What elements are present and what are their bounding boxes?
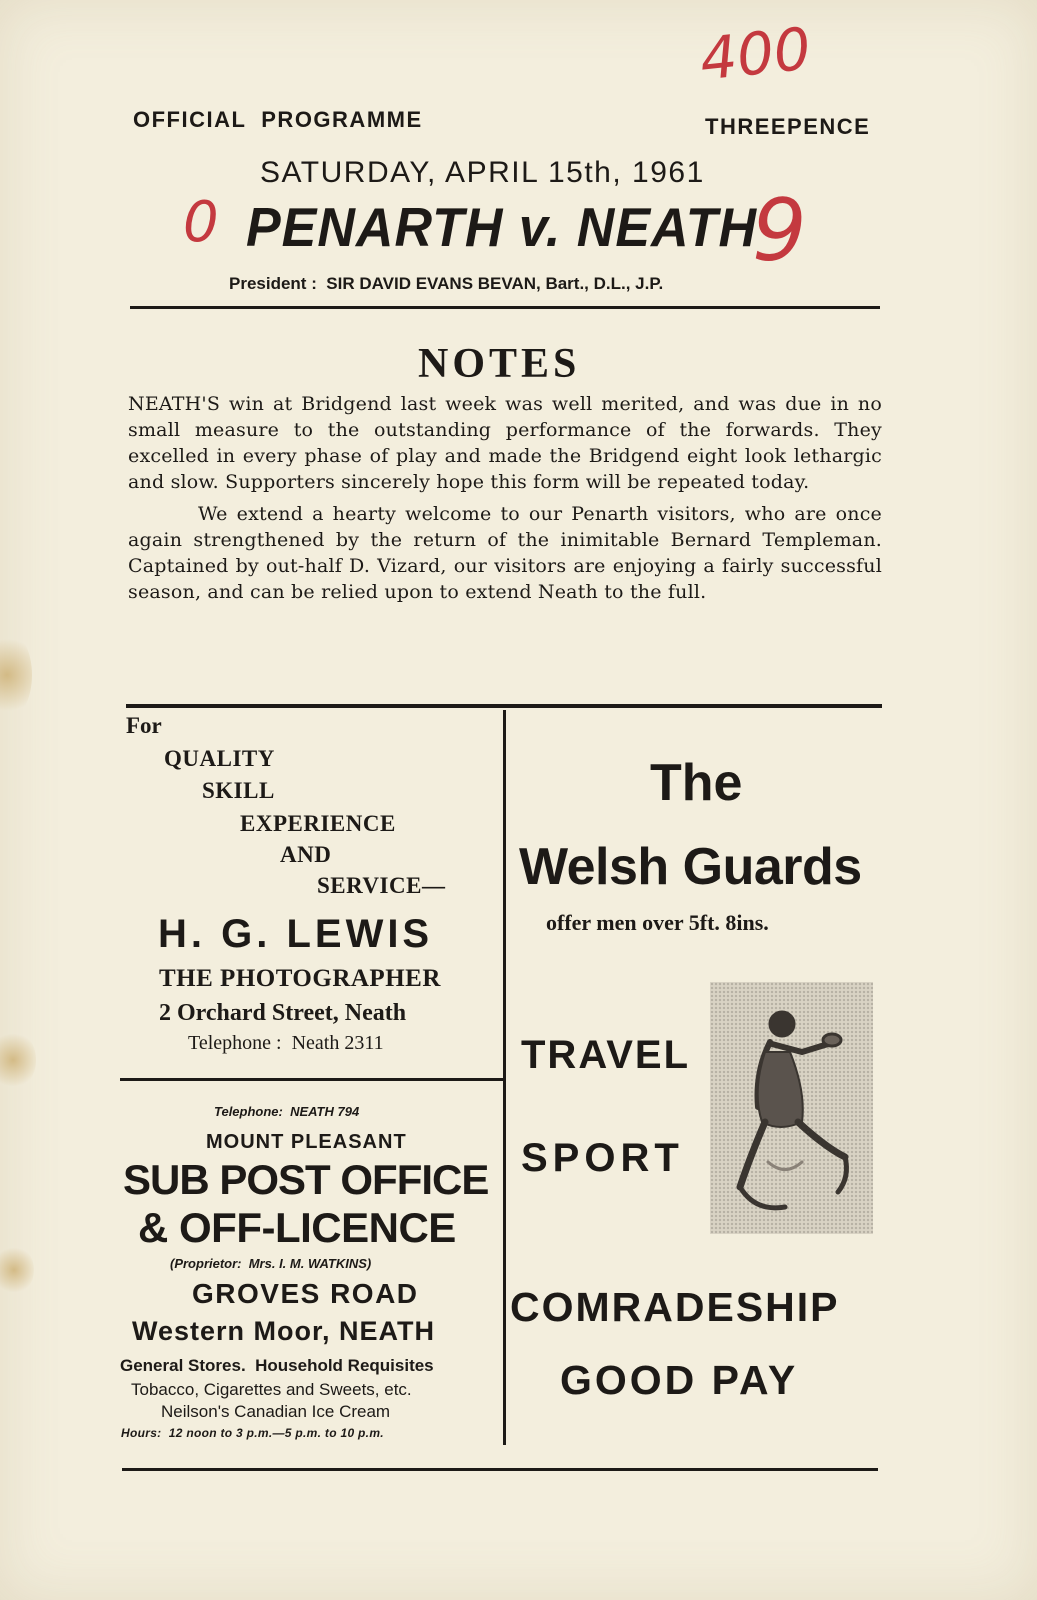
guards-title: Welsh Guards xyxy=(519,838,862,896)
president-line: President : SIR DAVID EVANS BEVAN, Bart., D.L., J.P. xyxy=(229,274,664,293)
notes-paragraph-1: NEATH'S win at Bridgend last week was well merited, and was due in no small measure to the outstanding performance of the forwards. They excelled in every phase of play and made the Bridgend eight look lethargic and slow. Supporters sincerely hope this form will be repeated today. xyxy=(128,393,882,493)
stain xyxy=(0,630,32,720)
guards-travel: TRAVEL xyxy=(521,1033,691,1077)
lewis-telephone: Telephone : Neath 2311 xyxy=(188,1032,384,1054)
fixture-title: PENARTH v. NEATH xyxy=(246,197,758,259)
po-line-1: General Stores. Household Requisites xyxy=(120,1356,434,1375)
po-proprietor: (Proprietor: Mrs. I. M. WATKINS) xyxy=(170,1256,372,1271)
rugby-player-figure xyxy=(710,982,873,1234)
po-headline-1: SUB POST OFFICE xyxy=(123,1156,489,1203)
notes-divider xyxy=(126,704,882,708)
notes-title: NOTES xyxy=(418,341,581,387)
neath-score: 9 xyxy=(752,181,807,281)
notes-paragraph-2: We extend a hearty welcome to our Penarth visitors, who are once again strengthened by the return of the inimitable Bernard Templeman. Captained by out-half D. Vizard, our visitors are enjoying a fairly successful season, and can be relied upon to extend Neath to the full. xyxy=(128,503,882,603)
lewis-and: AND xyxy=(280,842,332,867)
lewis-skill: SKILL xyxy=(202,778,275,803)
lewis-quality: QUALITY xyxy=(164,746,275,771)
po-line-3: Neilson's Canadian Ice Cream xyxy=(161,1402,391,1421)
guards-sport: SPORT xyxy=(521,1136,684,1180)
price-label: THREEPENCE xyxy=(705,114,871,139)
guards-comradeship: COMRADESHIP xyxy=(510,1284,840,1330)
po-telephone: Telephone: NEATH 794 xyxy=(214,1104,360,1119)
lewis-for: For xyxy=(126,713,162,738)
official-programme-label: OFFICIAL PROGRAMME xyxy=(133,107,423,132)
po-headline-2: & OFF-LICENCE xyxy=(138,1204,456,1251)
lewis-experience: EXPERIENCE xyxy=(240,811,396,836)
po-hours: Hours: 12 noon to 3 p.m.—5 p.m. to 10 p.m. xyxy=(121,1426,384,1440)
lewis-address: 2 Orchard Street, Neath xyxy=(159,1000,407,1026)
po-town: Western Moor, NEATH xyxy=(132,1316,436,1346)
handwritten-number: 400 xyxy=(696,14,814,94)
notes-body xyxy=(128,391,882,605)
match-date: SATURDAY, APRIL 15th, 1961 xyxy=(260,156,705,189)
po-street: GROVES ROAD xyxy=(192,1278,419,1309)
po-line-2: Tobacco, Cigarettes and Sweets, etc. xyxy=(131,1380,412,1399)
stain xyxy=(0,1030,36,1090)
stain xyxy=(0,1245,34,1295)
rugby-player-photo xyxy=(710,982,873,1234)
lewis-title: THE PHOTOGRAPHER xyxy=(159,965,441,992)
guards-the: The xyxy=(650,754,743,812)
bottom-divider xyxy=(122,1468,878,1471)
lewis-name: H. G. LEWIS xyxy=(158,912,434,956)
left-ad-divider xyxy=(120,1078,504,1081)
guards-good-pay: GOOD PAY xyxy=(560,1357,799,1403)
po-name-top: MOUNT PLEASANT xyxy=(206,1131,407,1153)
penarth-score: 0 xyxy=(183,190,219,255)
header-divider xyxy=(130,306,880,309)
lewis-service: SERVICE— xyxy=(317,873,446,898)
guards-tagline: offer men over 5ft. 8ins. xyxy=(546,910,769,935)
